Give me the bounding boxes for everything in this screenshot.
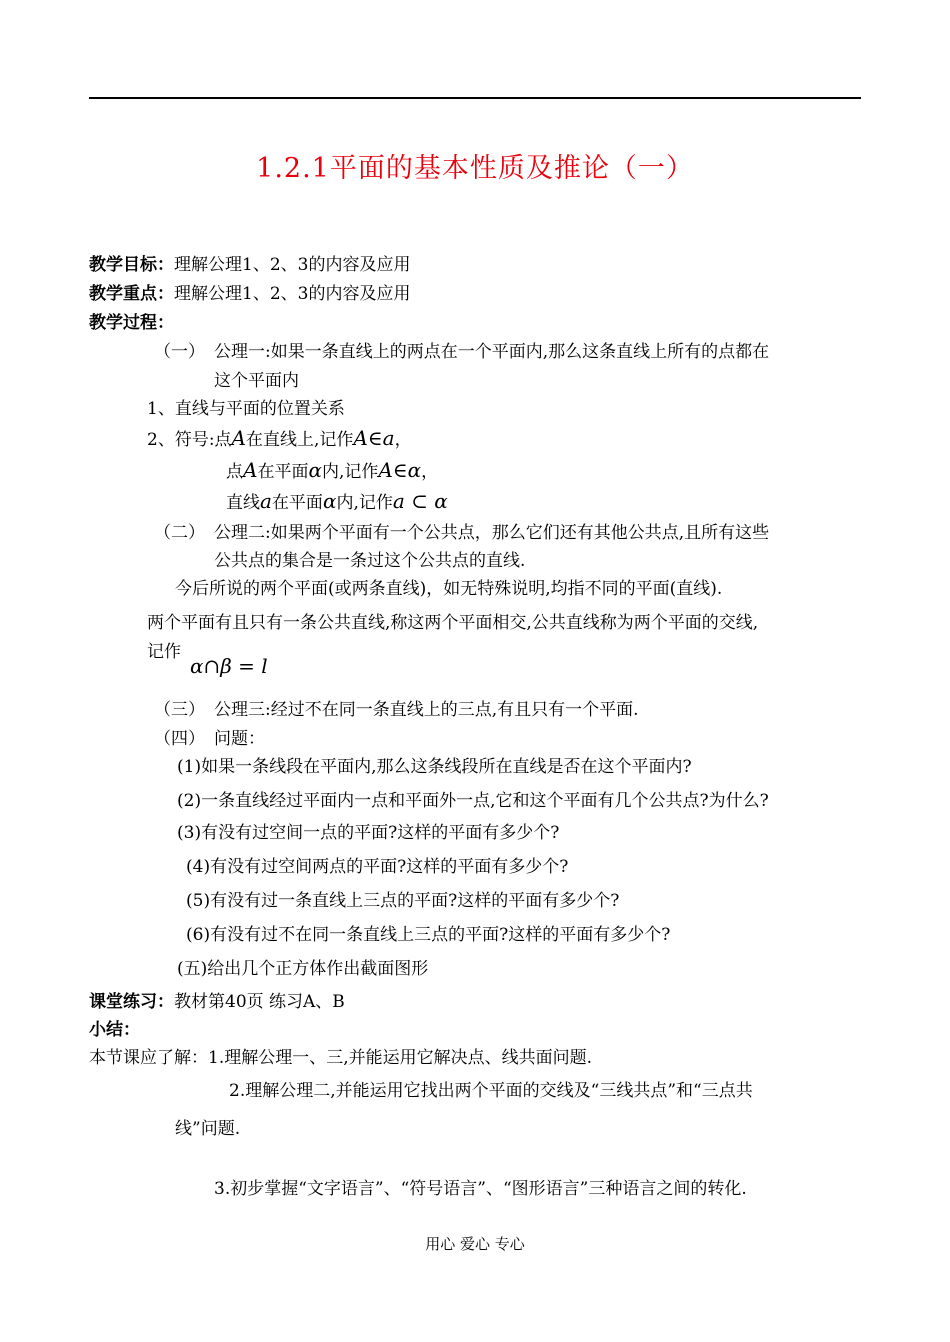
- expr-point-on-line: A∈a: [353, 426, 395, 450]
- questions-num: （四）: [154, 729, 205, 749]
- summary-p1-row: [89, 1048, 592, 1068]
- axiom1-text-cont: 这个平面内: [214, 371, 299, 391]
- question-1: (1)如果一条线段在平面内,那么这条线段所在直线是否在这个平面内?: [177, 757, 692, 777]
- summary-p2-cont: 线”问题.: [175, 1119, 241, 1139]
- summary-p1: 1.理解公理一、三,并能运用它解决点、线共面问题.: [208, 1048, 593, 1068]
- intersection-text: 两个平面有且只有一条公共直线,称这两个平面相交,公共直线称为两个平面的交线,: [147, 613, 759, 633]
- practice-label: 课堂练习：: [89, 992, 174, 1012]
- axiom1-text: 公理一:如果一条直线上的两点在一个平面内,那么这条直线上所有的点都在: [214, 342, 770, 362]
- question-2: (2)一条直线经过平面内一点和平面外一点,它和这个平面有几个公共点?为什么?: [177, 791, 769, 811]
- expr-point-in-plane: A∈α: [378, 458, 422, 482]
- symbol-row-3: 直线a在平面α内,记作a ⊂ α: [226, 489, 448, 513]
- axiom2-text: 公理二:如果两个平面有一个公共点，那么它们还有其他公共点,且所有这些: [214, 523, 770, 543]
- key-points-label: 教学重点：: [89, 284, 174, 304]
- axiom3-num: （三）: [154, 700, 205, 720]
- summary-p3: 3.初步掌握“文字语言”、“符号语言”、“图形语言”三种语言之间的转化.: [214, 1179, 747, 1199]
- summary-label: 小结：: [89, 1020, 140, 1040]
- item1: 1、直线与平面的位置关系: [147, 399, 345, 419]
- intersection-expr: α∩β = l: [190, 654, 268, 678]
- axiom2-text-cont: 公共点的集合是一条过这个公共点的直线.: [214, 551, 526, 571]
- top-rule: [89, 97, 861, 99]
- axiom1-num: （一）: [154, 342, 205, 362]
- expr-line-in-plane: a ⊂ α: [392, 489, 448, 513]
- objectives-label: 教学目标：: [89, 255, 174, 275]
- summary-lead: 本节课应了解：: [89, 1048, 208, 1068]
- footer-slogan: 用心 爱心 专心: [425, 1235, 525, 1253]
- process-label: 教学过程：: [89, 313, 174, 333]
- objectives-text: 理解公理1、2、3的内容及应用: [174, 255, 411, 275]
- summary-p2: 2.理解公理二,并能运用它找出两个平面的交线及“三线共点”和“三点共: [229, 1081, 753, 1101]
- question-6: (6)有没有过不在同一条直线上三点的平面?这样的平面有多少个?: [186, 925, 671, 945]
- objectives-row: [89, 255, 410, 275]
- page-title: 1.2.1平面的基本性质及推论（一）: [256, 153, 694, 184]
- symbol-row-2: 点A在平面α内,记作A∈α，: [226, 458, 439, 482]
- questions-label: 问题：: [214, 729, 265, 749]
- practice-text: 教材第40页 练习A、B: [174, 992, 345, 1012]
- symbol-row-1: 2、符号:点A在直线上,记作A∈a，: [147, 426, 412, 450]
- question-7: (五)给出几个正方体作出截面图形: [177, 959, 429, 979]
- question-3: (3)有没有过空间一点的平面?这样的平面有多少个?: [177, 823, 560, 843]
- axiom3-text: 公理三:经过不在同一条直线上的三点,有且只有一个平面.: [214, 700, 639, 720]
- practice-row: [89, 992, 345, 1012]
- intersection-note: 记作: [147, 642, 181, 662]
- question-4: (4)有没有过空间两点的平面?这样的平面有多少个?: [186, 857, 569, 877]
- note-planes: 今后所说的两个平面(或两条直线)，如无特殊说明,均指不同的平面(直线).: [175, 579, 723, 599]
- question-5: (5)有没有过一条直线上三点的平面?这样的平面有多少个?: [186, 891, 620, 911]
- axiom2-num: （二）: [154, 523, 205, 543]
- key-points-row: [89, 284, 410, 304]
- key-points-text: 理解公理1、2、3的内容及应用: [174, 284, 411, 304]
